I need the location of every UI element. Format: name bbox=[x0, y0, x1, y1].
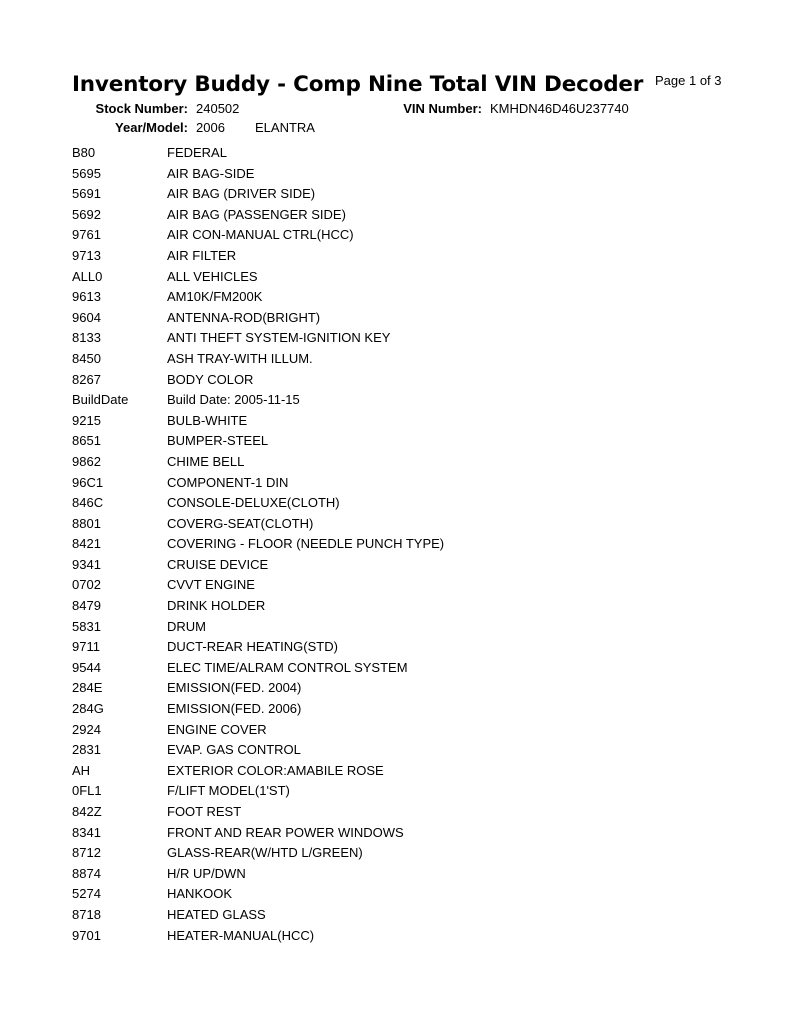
option-row bbox=[72, 328, 752, 349]
option-code: BuildDate bbox=[72, 392, 129, 408]
option-code: 96C1 bbox=[72, 474, 104, 490]
option-description: FRONT AND REAR POWER WINDOWS bbox=[167, 824, 404, 840]
option-code: 0FL1 bbox=[72, 783, 102, 799]
option-code: 8450 bbox=[72, 350, 101, 366]
option-description: BUMPER-STEEL bbox=[167, 433, 269, 449]
option-code: 842Z bbox=[72, 804, 102, 819]
option-description: ELEC TIME/ALRAM CONTROL SYSTEM bbox=[167, 659, 408, 675]
option-row bbox=[72, 452, 752, 473]
option-row bbox=[72, 617, 752, 638]
option-code: 8267 bbox=[72, 371, 101, 387]
option-row bbox=[72, 823, 752, 844]
option-description: CHIME BELL bbox=[167, 453, 245, 469]
option-code: 8874 bbox=[72, 865, 101, 881]
option-row bbox=[72, 184, 752, 205]
option-row bbox=[72, 761, 752, 782]
option-description: EVAP. GAS CONTROL bbox=[167, 742, 301, 758]
option-description: CONSOLE-DELUXE(CLOTH) bbox=[167, 495, 340, 511]
option-description: GLASS-REAR(W/HTD L/GREEN) bbox=[167, 845, 363, 861]
option-row bbox=[72, 349, 752, 370]
year-value: 2006 bbox=[196, 120, 225, 135]
option-code: 9701 bbox=[72, 927, 101, 943]
option-description: H/R UP/DWN bbox=[167, 865, 246, 881]
stock-number-value: 240502 bbox=[196, 101, 240, 116]
option-description: HEATER-MANUAL(HCC) bbox=[167, 927, 315, 943]
option-description: ASH TRAY-WITH ILLUM. bbox=[167, 350, 313, 366]
option-row bbox=[72, 926, 752, 947]
option-row bbox=[72, 514, 752, 535]
option-description: AIR BAG (PASSENGER SIDE) bbox=[167, 206, 346, 222]
option-row bbox=[72, 596, 752, 617]
vin-number-label: VIN Number: bbox=[403, 101, 482, 116]
option-code: 5695 bbox=[72, 165, 101, 181]
document-title: Inventory Buddy - Comp Nine Total VIN Decoder bbox=[72, 72, 644, 97]
option-row bbox=[72, 678, 752, 699]
option-description: COVERING - FLOOR (NEEDLE PUNCH TYPE) bbox=[167, 536, 445, 552]
option-description: COMPONENT-1 DIN bbox=[167, 474, 289, 490]
option-description: EMISSION(FED. 2004) bbox=[167, 680, 302, 696]
option-code: 9613 bbox=[72, 289, 101, 305]
option-code: 2831 bbox=[72, 742, 101, 758]
option-description: ENGINE COVER bbox=[167, 721, 267, 737]
option-row bbox=[72, 720, 752, 741]
option-code: 5274 bbox=[72, 886, 101, 902]
option-description: AIR BAG-SIDE bbox=[167, 165, 255, 181]
option-row bbox=[72, 390, 752, 411]
vin-number-value: KMHDN46D46U237740 bbox=[490, 101, 629, 116]
option-row bbox=[72, 267, 752, 288]
option-code: 8712 bbox=[72, 845, 101, 861]
option-description: AIR CON-MANUAL CTRL(HCC) bbox=[167, 227, 354, 243]
option-description: DRUM bbox=[167, 618, 206, 634]
option-row bbox=[72, 905, 752, 926]
option-description: Build Date: 2005-11-15 bbox=[167, 392, 300, 408]
option-row bbox=[72, 308, 752, 329]
option-code: B80 bbox=[72, 145, 96, 160]
option-row bbox=[72, 225, 752, 246]
option-row bbox=[72, 370, 752, 391]
option-code: 9604 bbox=[72, 309, 101, 325]
option-code: 5692 bbox=[72, 206, 101, 222]
option-code: 8651 bbox=[72, 433, 101, 449]
option-row bbox=[72, 637, 752, 658]
option-row bbox=[72, 143, 752, 164]
page-number: Page 1 of 3 bbox=[655, 73, 722, 88]
option-description: EXTERIOR COLOR:AMABILE ROSE bbox=[167, 762, 384, 778]
option-code: 846C bbox=[72, 495, 104, 511]
option-description: ANTI THEFT SYSTEM-IGNITION KEY bbox=[167, 330, 391, 346]
option-row bbox=[72, 246, 752, 267]
option-code: 8801 bbox=[72, 515, 101, 531]
option-description: F/LIFT MODEL(1'ST) bbox=[167, 783, 290, 799]
option-description: AIR FILTER bbox=[167, 247, 237, 263]
option-code: 9215 bbox=[72, 412, 101, 428]
option-row bbox=[72, 473, 752, 494]
model-value: ELANTRA bbox=[255, 120, 315, 135]
option-description: FEDERAL bbox=[167, 145, 227, 160]
option-row bbox=[72, 843, 752, 864]
option-code: 2924 bbox=[72, 721, 101, 737]
stock-number-label: Stock Number: bbox=[95, 101, 188, 116]
option-row bbox=[72, 555, 752, 576]
option-row bbox=[72, 658, 752, 679]
option-description: COVERG-SEAT(CLOTH) bbox=[167, 515, 314, 531]
option-code: 8341 bbox=[72, 824, 101, 840]
option-code: 9711 bbox=[72, 639, 100, 655]
option-description: BODY COLOR bbox=[167, 371, 254, 387]
option-row bbox=[72, 205, 752, 226]
option-description: ANTENNA-ROD(BRIGHT) bbox=[167, 309, 321, 325]
option-code: 9862 bbox=[72, 453, 101, 469]
option-description: CVVT ENGINE bbox=[167, 577, 255, 593]
option-code: 9713 bbox=[72, 247, 101, 263]
option-description: EMISSION(FED. 2006) bbox=[167, 701, 302, 717]
option-code: 8479 bbox=[72, 598, 101, 614]
option-row bbox=[72, 781, 752, 802]
option-row bbox=[72, 493, 752, 514]
option-description: HEATED GLASS bbox=[167, 906, 266, 922]
option-description: ALL VEHICLES bbox=[167, 268, 258, 284]
option-code: 5691 bbox=[72, 186, 101, 202]
option-code: ALL0 bbox=[72, 268, 103, 284]
option-row bbox=[72, 534, 752, 555]
option-row bbox=[72, 411, 752, 432]
option-description: HANKOOK bbox=[167, 886, 233, 902]
option-row bbox=[72, 802, 752, 823]
option-code: 9544 bbox=[72, 659, 101, 675]
year-model-label: Year/Model: bbox=[115, 120, 188, 135]
option-description: AM10K/FM200K bbox=[167, 289, 263, 305]
option-description: CRUISE DEVICE bbox=[167, 556, 269, 572]
option-row bbox=[72, 884, 752, 905]
option-description: FOOT REST bbox=[167, 804, 242, 819]
option-code: 284E bbox=[72, 680, 103, 696]
option-code: 8133 bbox=[72, 330, 101, 346]
option-description: DRINK HOLDER bbox=[167, 598, 266, 614]
option-description: BULB-WHITE bbox=[167, 412, 248, 428]
option-description: AIR BAG (DRIVER SIDE) bbox=[167, 186, 316, 202]
option-code-list bbox=[72, 143, 752, 946]
option-code: 9341 bbox=[72, 556, 101, 572]
option-row bbox=[72, 575, 752, 596]
option-code: 8421 bbox=[72, 536, 101, 552]
option-description: DUCT-REAR HEATING(STD) bbox=[167, 639, 338, 655]
option-row bbox=[72, 287, 752, 308]
option-row bbox=[72, 699, 752, 720]
option-code: 0702 bbox=[72, 577, 101, 593]
option-row bbox=[72, 740, 752, 761]
option-code: 8718 bbox=[72, 906, 101, 922]
option-code: 5831 bbox=[72, 618, 101, 634]
option-code: 9761 bbox=[72, 227, 101, 243]
option-code: AH bbox=[72, 762, 91, 778]
option-row bbox=[72, 864, 752, 885]
option-code: 284G bbox=[72, 701, 104, 717]
option-row bbox=[72, 164, 752, 185]
option-row bbox=[72, 431, 752, 452]
